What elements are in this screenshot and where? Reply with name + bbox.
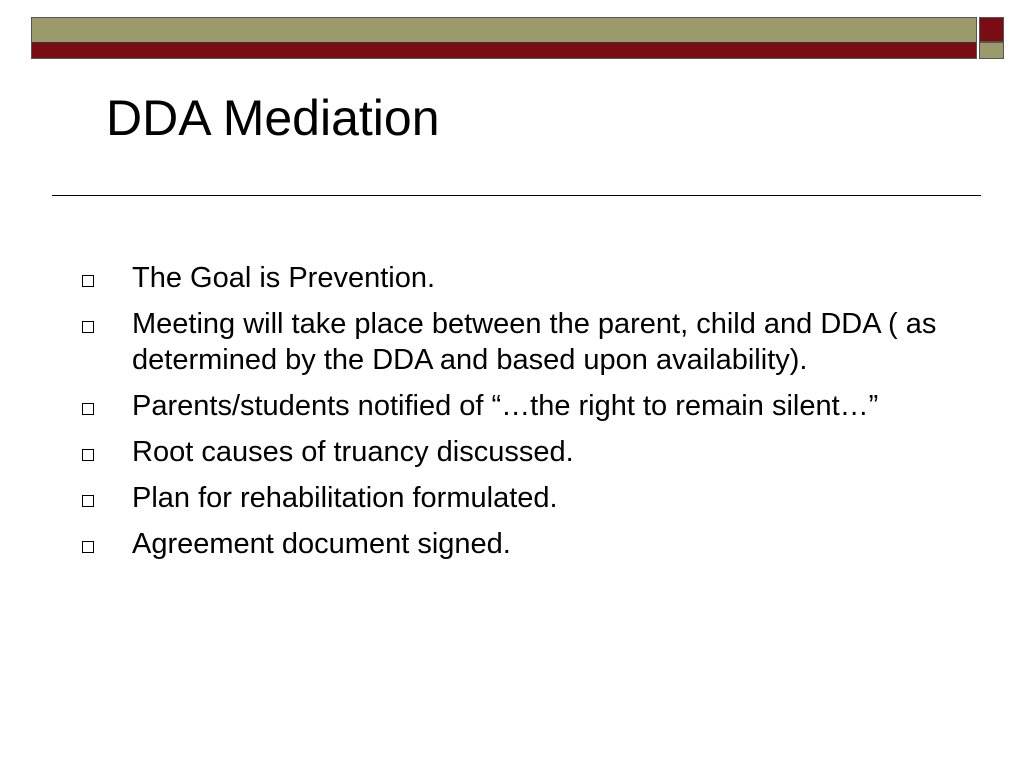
bullet-item [80, 480, 940, 516]
hollow-square-icon [82, 403, 94, 415]
bullet-text: Agreement document signed. [132, 528, 511, 560]
title-divider [52, 195, 981, 196]
bullet-text: Plan for rehabilitation formulated. [132, 482, 558, 514]
corner-maroon-square [979, 17, 1004, 42]
hollow-square-icon [82, 321, 94, 333]
bullet-item [80, 388, 940, 424]
bullet-item [80, 260, 940, 296]
slide-title: DDA Mediation [106, 90, 440, 146]
bullet-text: Parents/students notified of “…the right to remain silent…” [132, 390, 879, 422]
hollow-square-icon [82, 275, 94, 287]
bullet-item [80, 306, 940, 378]
banner-maroon-stripe [31, 42, 977, 59]
bullet-item [80, 526, 940, 562]
bullet-item [80, 434, 940, 470]
bullet-text: Meeting will take place between the parent, child and DDA ( as determined by the DDA and based upon availability). [132, 308, 937, 376]
bullet-text: Root causes of truancy discussed. [132, 436, 574, 468]
hollow-square-icon [82, 495, 94, 507]
corner-olive-square [979, 42, 1004, 59]
hollow-square-icon [82, 449, 94, 461]
bullet-list [80, 260, 940, 572]
hollow-square-icon [82, 541, 94, 553]
banner-olive-stripe [31, 17, 977, 42]
bullet-text: The Goal is Prevention. [132, 262, 436, 294]
